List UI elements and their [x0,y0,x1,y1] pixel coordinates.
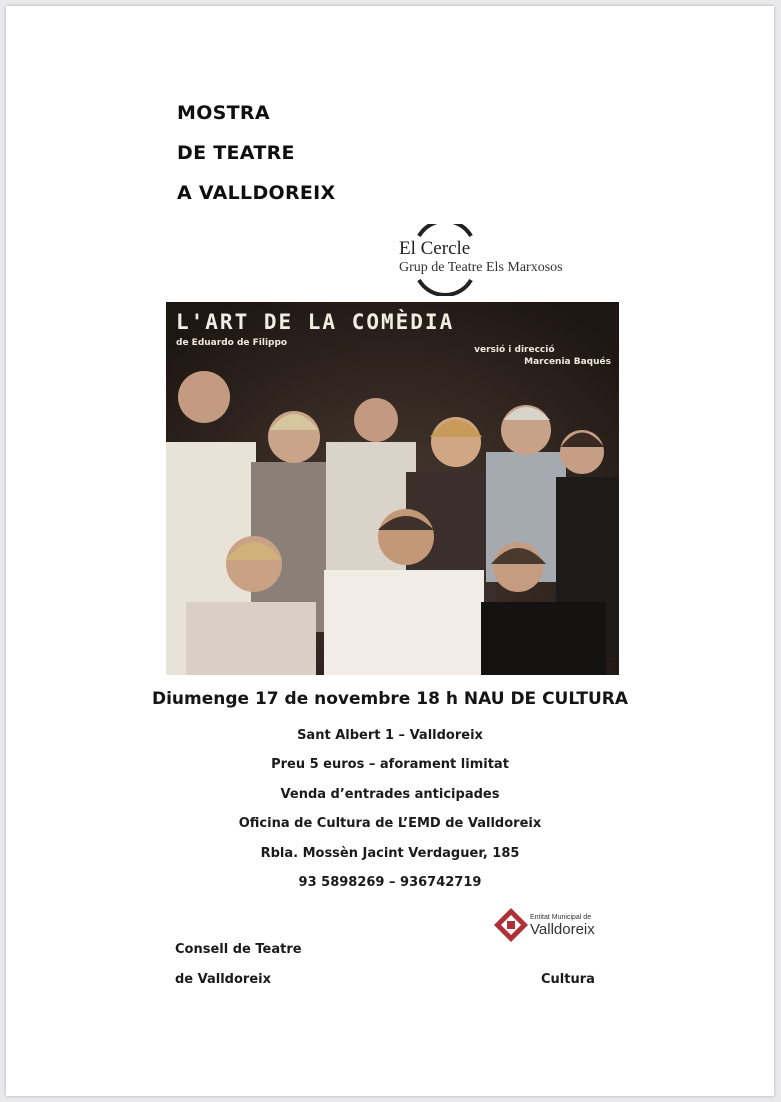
credit-name: Marcenia Baqués [524,357,611,367]
poster-page [6,6,774,1096]
logo-name: El Cercle [399,238,471,259]
credit-label: versió i direcció [474,345,555,355]
title-line-1: MOSTRA [177,102,270,124]
council-line-2: de Valldoreix [175,972,271,987]
emd-valldoreix-logo [492,906,612,946]
emd-shield-icon [492,906,532,946]
cast-photo [166,302,619,675]
title-line-3: A VALLDOREIX [177,182,336,204]
title-line-2: DE TEATRE [177,142,295,164]
council-line-1: Consell de Teatre [175,942,302,957]
event-sales: Venda d’entrades anticipades [280,787,500,802]
event-phones: 93 5898269 – 936742719 [298,875,482,890]
event-office: Oficina de Cultura de L’EMD de Valldoreix [238,816,542,831]
emd-small-text: Entitat Municipal de [530,914,592,921]
event-office-address: Rbla. Mossèn Jacint Verdaguer, 185 [260,846,520,861]
event-address: Sant Albert 1 – Valldoreix [297,728,483,743]
logo-subtitle: Grup de Teatre Els Marxosos [399,260,563,275]
emd-name: Valldoreix [530,921,595,938]
event-headline: Diumenge 17 de novembre 18 h NAU DE CULTURA [151,689,629,709]
play-title: L'ART DE LA COMÈDIA [176,310,455,334]
play-credit [474,344,611,368]
event-price: Preu 5 euros – aforament limitat [271,757,509,772]
play-author: de Eduardo de Filippo [176,338,288,348]
culture-label: Cultura [541,972,595,987]
el-cercle-logo [399,224,609,296]
